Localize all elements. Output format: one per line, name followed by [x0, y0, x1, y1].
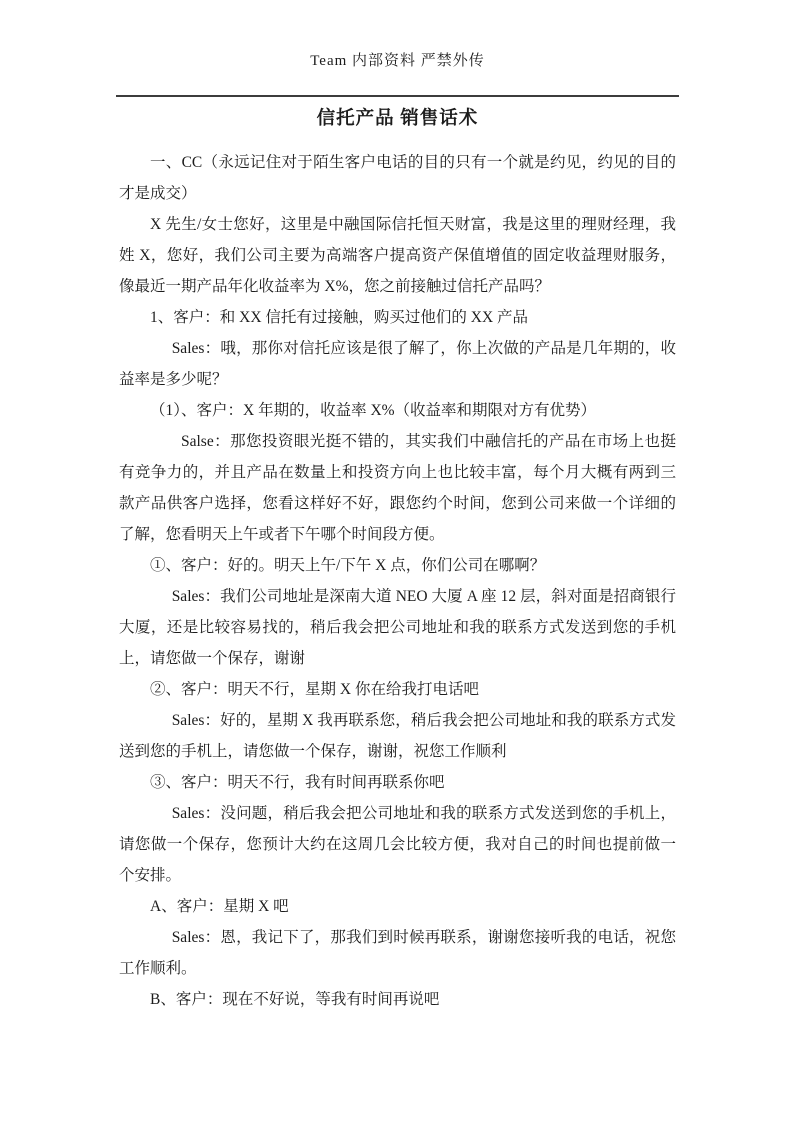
- dialogue-customer-circle1: ①、客户：好的。明天上午/下午 X 点，你们公司在哪啊？: [150, 557, 546, 574]
- confidential-header: Team 内部资料 严禁外传: [310, 53, 485, 69]
- page-title: 信托产品 销售话术: [316, 109, 479, 129]
- document-body: [119, 147, 676, 1015]
- dialogue-sales-a: Sales：恩，我记下了，那我们到时候再联系，谢谢您接听我的电话，祝您工作顺利。: [119, 929, 676, 977]
- dialogue-sales-1-1: Salse：那您投资眼光挺不错的，其实我们中融信托的产品在市场上也挺有竞争力的，并且产品在数量上和投资方向上也比较丰富，每个月大概有两到三款产品供客户选择，您看这样好不好，跟您约个时间，您到公司来做一个详细的了解，您看明天上午或者下午哪个时间段方便。: [119, 433, 676, 543]
- dialogue-customer-b: B、客户：现在不好说，等我有时间再说吧: [150, 991, 440, 1008]
- dialogue-customer-circle3: ③、客户：明天不行，我有时间再联系你吧: [150, 774, 445, 791]
- dialogue-sales-circle1: Sales：我们公司地址是深南大道 NEO 大厦 A 座 12 层，斜对面是招商银行大厦，还是比较容易找的，稍后我会把公司地址和我的联系方式发送到您的手机上，请您做一个保存，谢谢: [119, 588, 676, 667]
- paragraph-section-cc: 一、CC（永远记住对于陌生客户电话的目的只有一个就是约见，约见的目的才是成交）: [119, 154, 676, 202]
- header-divider: [116, 95, 679, 97]
- paragraph-opening-script: X 先生/女士您好，这里是中融国际信托恒天财富，我是这里的理财经理，我姓 X，您好，我们公司主要为高端客户提高资产保值增值的固定收益理财服务，像最近一期产品年化收益率为 X%，您之前接触过信托产品吗？: [119, 216, 676, 295]
- dialogue-sales-circle3: Sales：没问题，稍后我会把公司地址和我的联系方式发送到您的手机上，请您做一个保存，您预计大约在这周几会比较方便，我对自己的时间也提前做一个安排。: [119, 805, 676, 884]
- dialogue-customer-1-1: （1）、客户：X 年期的，收益率 X%（收益率和期限对方有优势）: [150, 402, 597, 419]
- dialogue-customer-a: A、客户：星期 X 吧: [150, 898, 289, 915]
- dialogue-customer-circle2: ②、客户：明天不行，星期 X 你在给我打电话吧: [150, 681, 479, 698]
- dialogue-sales-1: Sales：哦，那你对信托应该是很了解了，你上次做的产品是几年期的，收益率是多少呢？: [119, 340, 676, 388]
- dialogue-sales-circle2: Sales：好的，星期 X 我再联系您，稍后我会把公司地址和我的联系方式发送到您的手机上，请您做一个保存，谢谢，祝您工作顺利: [119, 712, 676, 760]
- dialogue-customer-1: 1、客户：和 XX 信托有过接触，购买过他们的 XX 产品: [150, 309, 529, 326]
